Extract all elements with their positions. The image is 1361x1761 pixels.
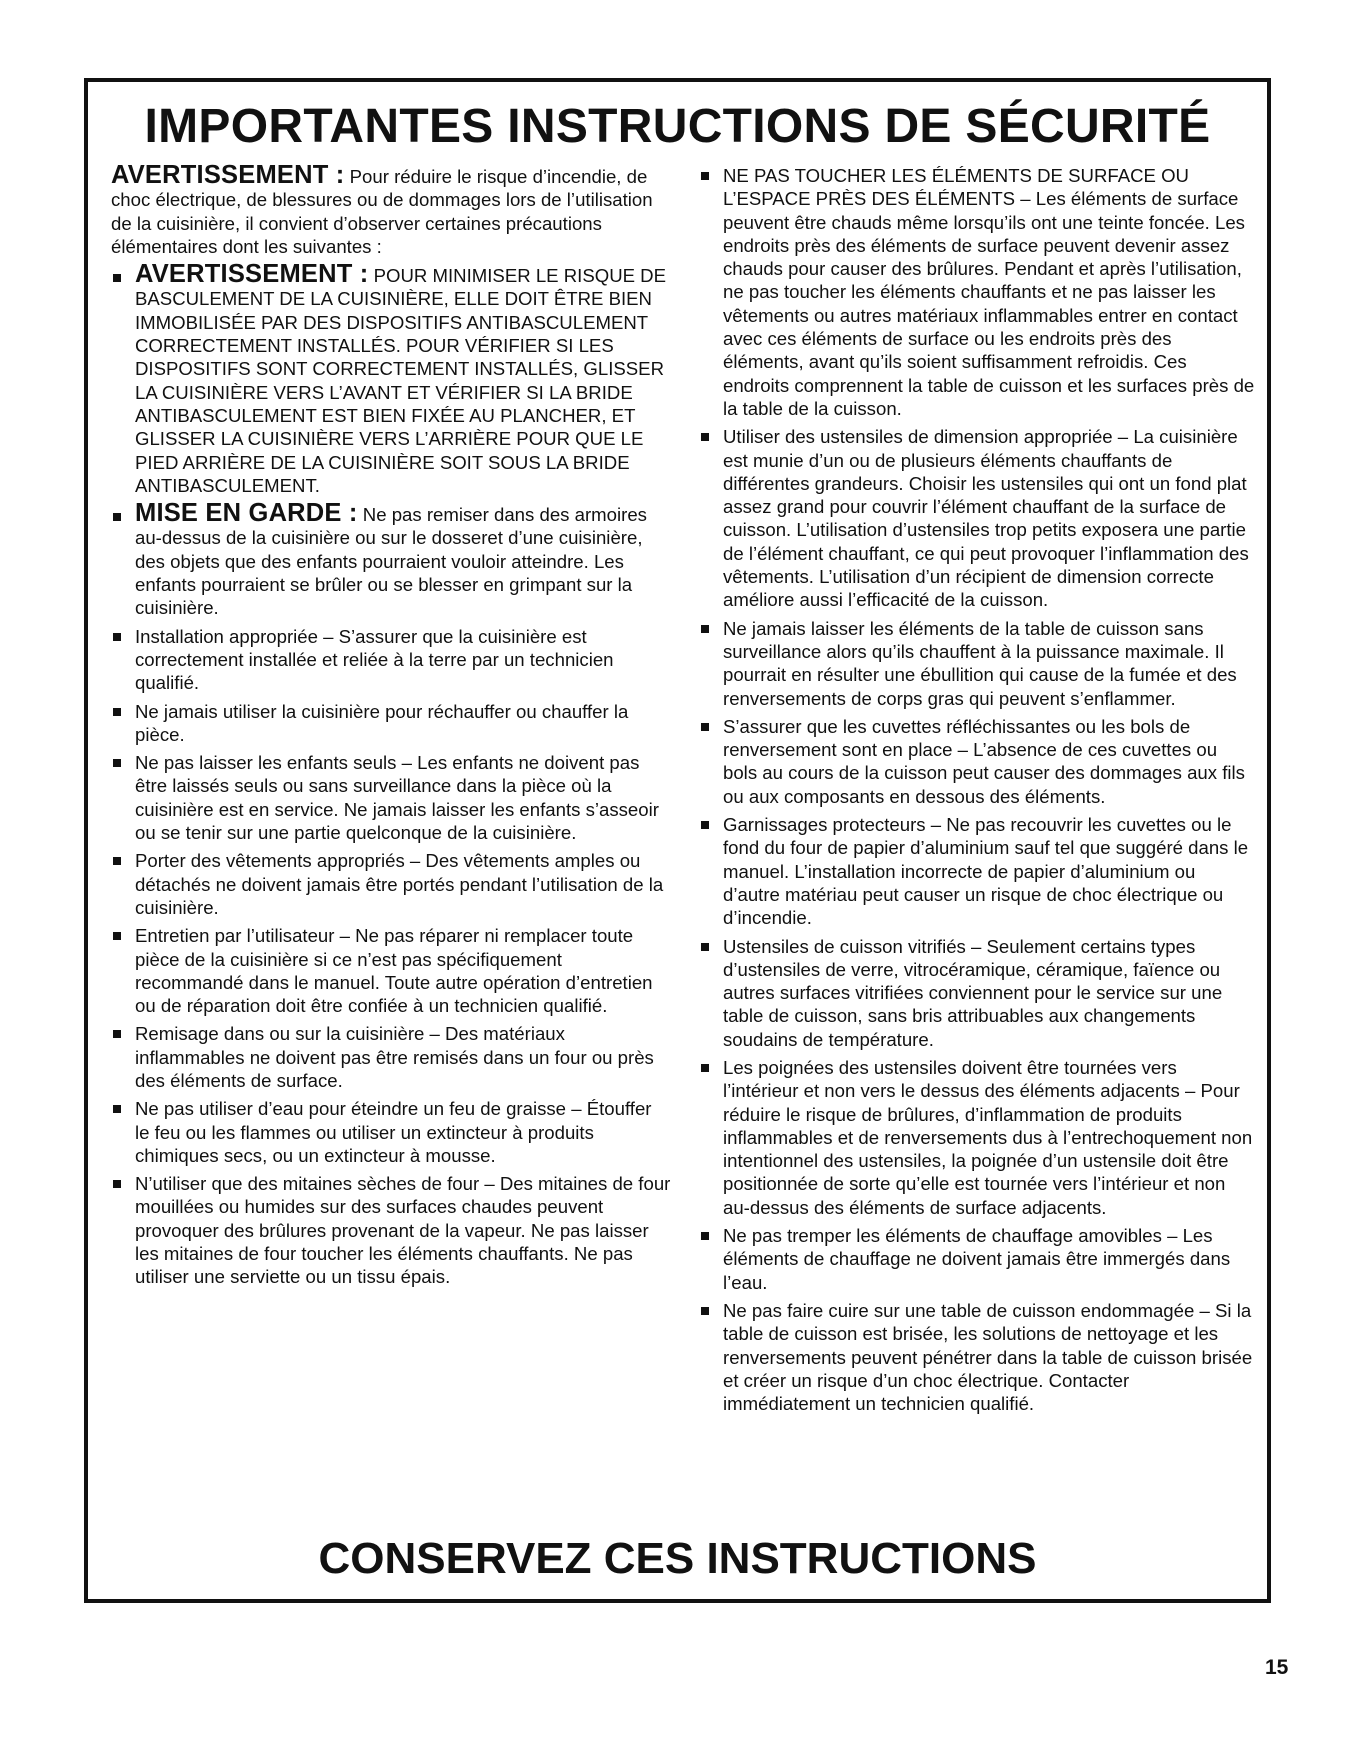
list-item bbox=[111, 751, 671, 844]
list-item bbox=[111, 1097, 671, 1167]
closing-heading: CONSERVEZ CES INSTRUCTIONS bbox=[318, 1534, 1037, 1583]
list-item bbox=[111, 700, 671, 747]
list-item bbox=[699, 715, 1256, 808]
list-item bbox=[699, 1056, 1256, 1219]
bullet-icon bbox=[701, 821, 709, 829]
item-text: S’assurer que les cuvettes réfléchissantes ou les bols de renversement sont en place – L’absence de ces cuvettes ou bols au cours de la cuisson peut causer des dommages aux fils ou aux composants en dessous des éléments. bbox=[723, 715, 1245, 807]
list-item bbox=[699, 813, 1256, 929]
item-text: Ne jamais laisser les éléments de la table de cuisson sans surveillance alors qu’ils chauffent à la puissance maximale. Il pourrait en résulter une ébullition qui cause de la fumée et des renversements de corps gras qui peuvent s’enflammer. bbox=[723, 617, 1237, 709]
bullet-icon bbox=[113, 708, 121, 716]
item-text: Ne jamais utiliser la cuisinière pour réchauffer ou chauffer la pièce. bbox=[135, 700, 629, 745]
item-text: Ne pas remiser dans des armoires au-dessus de la cuisinière ou sur le dosseret d’une cuisinière, des objets que des enfants pourraient vouloir atteindre. Les enfants pourraient se brûler ou se blesser en grimpant sur la cuisinière. bbox=[135, 504, 647, 619]
list-item bbox=[111, 1172, 671, 1288]
list-item bbox=[111, 260, 671, 497]
list-item bbox=[699, 617, 1256, 710]
item-text: Garnissages protecteurs – Ne pas recouvrir les cuvettes ou le fond du four de papier d’aluminium sauf tel que suggéré dans le manuel. L’installation incorrecte de papier d’aluminium ou d’autre matériau peut causer un risque de choc électrique ou d’incendie. bbox=[723, 814, 1249, 929]
bullet-icon bbox=[701, 1232, 709, 1240]
item-label: AVERTISSEMENT : bbox=[135, 260, 369, 289]
bullet-icon bbox=[113, 1105, 121, 1113]
list-item bbox=[699, 935, 1256, 1051]
item-text: Installation appropriée – S’assurer que la cuisinière est correctement installée et reliée à la terre par un technicien qualifié. bbox=[135, 625, 614, 694]
bullet-icon bbox=[701, 625, 709, 633]
bullet-icon bbox=[113, 932, 121, 940]
bullet-icon bbox=[113, 274, 121, 282]
item-text: Ne pas faire cuire sur une table de cuisson endommagée – Si la table de cuisson est brisée, les solutions de nettoyage et les renversements peuvent pénétrer dans la table de cuisson brisée et créer un risque d’un choc électrique. Contacter immédiatement un technicien qualifié. bbox=[723, 1299, 1253, 1415]
list-item bbox=[111, 499, 671, 619]
item-text: Entretien par l’utilisateur – Ne pas réparer ni remplacer toute pièce de la cuisinière si ce n’est pas spécifiquement recommandé dans le manuel. Toute autre opération d’entretien ou de réparation doit être confiée à un technicien qualifié. bbox=[135, 925, 653, 1017]
bullet-icon bbox=[113, 1180, 121, 1188]
item-text: Ne pas utiliser d’eau pour éteindre un feu de graisse – Étouffer le feu ou les flammes ou utiliser un extincteur à produits chimiques secs, ou un extincteur à mousse. bbox=[135, 1098, 652, 1166]
list-item bbox=[111, 625, 671, 695]
bullet-icon bbox=[701, 1064, 709, 1072]
item-text: Utiliser des ustensiles de dimension appropriée – La cuisinière est munie d’un ou de plusieurs éléments chauffants de différentes grandeurs. Choisir les ustensiles qui ont un fond plat assez grand pour couvrir l’élément chauffant de la surface de cuisson. L’utilisation d’ustensiles trop petits exposera une partie de l’élément chauffant, ce qui peut provoquer l’inflammation des vêtements. L’utilisation d’un récipient de dimension correcte améliore aussi l’efficacité de la cuisson. bbox=[723, 426, 1249, 611]
bullet-icon bbox=[701, 433, 709, 441]
right-column bbox=[699, 164, 1256, 1420]
intro-paragraph bbox=[111, 161, 671, 258]
bullet-icon bbox=[113, 513, 121, 521]
intro-text: Pour réduire le risque d’incendie, de choc électrique, de blessures ou de dommages lors de l’utilisation de la cuisinière, il convient d’observer certaines précautions élémentaires dont les suivantes : bbox=[111, 166, 653, 257]
list-item bbox=[111, 849, 671, 919]
item-text: Porter des vêtements appropriés – Des vêtements amples ou détachés ne doivent jamais être portés pendant l’utilisation de la cuisinière. bbox=[135, 850, 664, 918]
bullet-icon bbox=[701, 1307, 709, 1315]
list-item bbox=[111, 924, 671, 1017]
item-text: Ne pas tremper les éléments de chauffage amovibles – Les éléments de chauffage ne doivent jamais être immergés dans l’eau. bbox=[723, 1225, 1231, 1293]
list-item bbox=[699, 1299, 1256, 1415]
item-text: NE PAS TOUCHER LES ÉLÉMENTS DE SURFACE OU L’ESPACE PRÈS DES ÉLÉMENTS – Les éléments de surface peuvent être chauds même lorsqu’ils ont une teinte foncée. Les endroits près des éléments de surface peuvent devenir assez chauds pour causer des brûlures. Pendant et après l’utilisation, ne pas toucher les éléments chauffants et ne pas laisser les vêtements ou autres matériaux inflammables entrer en contact avec ces éléments de surface ou les endroits près des éléments, avant qu’ils soient suffisamment refroidis. Ces endroits comprennent la table de cuisson et les surfaces près de la table de la cuisson. bbox=[723, 165, 1255, 419]
bullet-icon bbox=[701, 723, 709, 731]
bullet-icon bbox=[113, 759, 121, 767]
safety-instructions-box bbox=[84, 78, 1271, 1603]
bullet-icon bbox=[701, 172, 709, 180]
page-title: IMPORTANTES INSTRUCTIONS DE SÉCURITÉ bbox=[144, 100, 1211, 153]
item-text: POUR MINIMISER LE RISQUE DE BASCULEMENT DE LA CUISINIÈRE, ELLE DOIT ÊTRE BIEN IMMOBILISÉE PAR DES DISPOSITIFS ANTIBASCULEMENT CORRECTEMENT INSTALLÉS. POUR VÉRIFIER SI LES DISPOSITIFS SONT CORRECTEMENT INSTALLÉS, GLISSER LA CUISINIÈRE VERS L’AVANT ET VÉRIFIER SI LA BRIDE ANTIBASCULEMENT EST BIEN FIXÉE AU PLANCHER, ET GLISSER LA CUISINIÈRE VERS L’ARRIÈRE POUR QUE LE PIED ARRIÈRE DE LA CUISINIÈRE SOIT SOUS LA BRIDE ANTIBASCULEMENT. bbox=[135, 265, 667, 496]
item-label: MISE EN GARDE : bbox=[135, 499, 358, 528]
page-number: 15 bbox=[1265, 1656, 1289, 1679]
list-item bbox=[699, 1224, 1256, 1294]
bullet-icon bbox=[113, 1030, 121, 1038]
bullet-icon bbox=[113, 857, 121, 865]
item-text: Les poignées des ustensiles doivent être tournées vers l’intérieur et non vers le dessus des éléments adjacents – Pour réduire le risque de brûlures, d’inflammation de produits inflammables et de renversements dus à l’entrechoquement non intentionnel des ustensiles, la poignée d’un ustensile doit être positionnée de sorte qu’elle est tournée vers l’intérieur et non au-dessus des éléments de surface adjacents. bbox=[723, 1056, 1253, 1218]
list-item bbox=[699, 425, 1256, 611]
bullet-icon bbox=[113, 633, 121, 641]
item-text: Ne pas laisser les enfants seuls – Les enfants ne doivent pas être laissés seuls ou sans surveillance dans la pièce où la cuisinière est en service. Ne jamais laisser les enfants s’asseoir ou se tenir sur une partie quelconque de la cuisinière. bbox=[135, 752, 659, 844]
item-text: Remisage dans ou sur la cuisinière – Des matériaux inflammables ne doivent pas être remisés dans un four ou près des éléments de surface. bbox=[135, 1023, 654, 1091]
left-column bbox=[111, 161, 671, 1294]
bullet-icon bbox=[701, 943, 709, 951]
left-instruction-list bbox=[111, 260, 671, 1288]
intro-warning-label: AVERTISSEMENT : bbox=[111, 161, 345, 189]
list-item bbox=[111, 1022, 671, 1092]
item-text: Ustensiles de cuisson vitrifiés – Seulement certains types d’ustensiles de verre, vitrocéramique, céramique, faïence ou autres surfaces vitrifiées conviennent pour le service sur une table de cuisson, sans bris attribuables aux changements soudains de température. bbox=[723, 935, 1223, 1050]
right-instruction-list bbox=[699, 164, 1256, 1415]
list-item bbox=[699, 164, 1256, 420]
item-text: N’utiliser que des mitaines sèches de four – Des mitaines de four mouillées ou humides sur des surfaces chaudes peuvent provoquer des brûlures provenant de la vapeur. Ne pas laisser les mitaines de four toucher les éléments chauffants. Ne pas utiliser une serviette ou un tissu épais. bbox=[135, 1173, 671, 1288]
